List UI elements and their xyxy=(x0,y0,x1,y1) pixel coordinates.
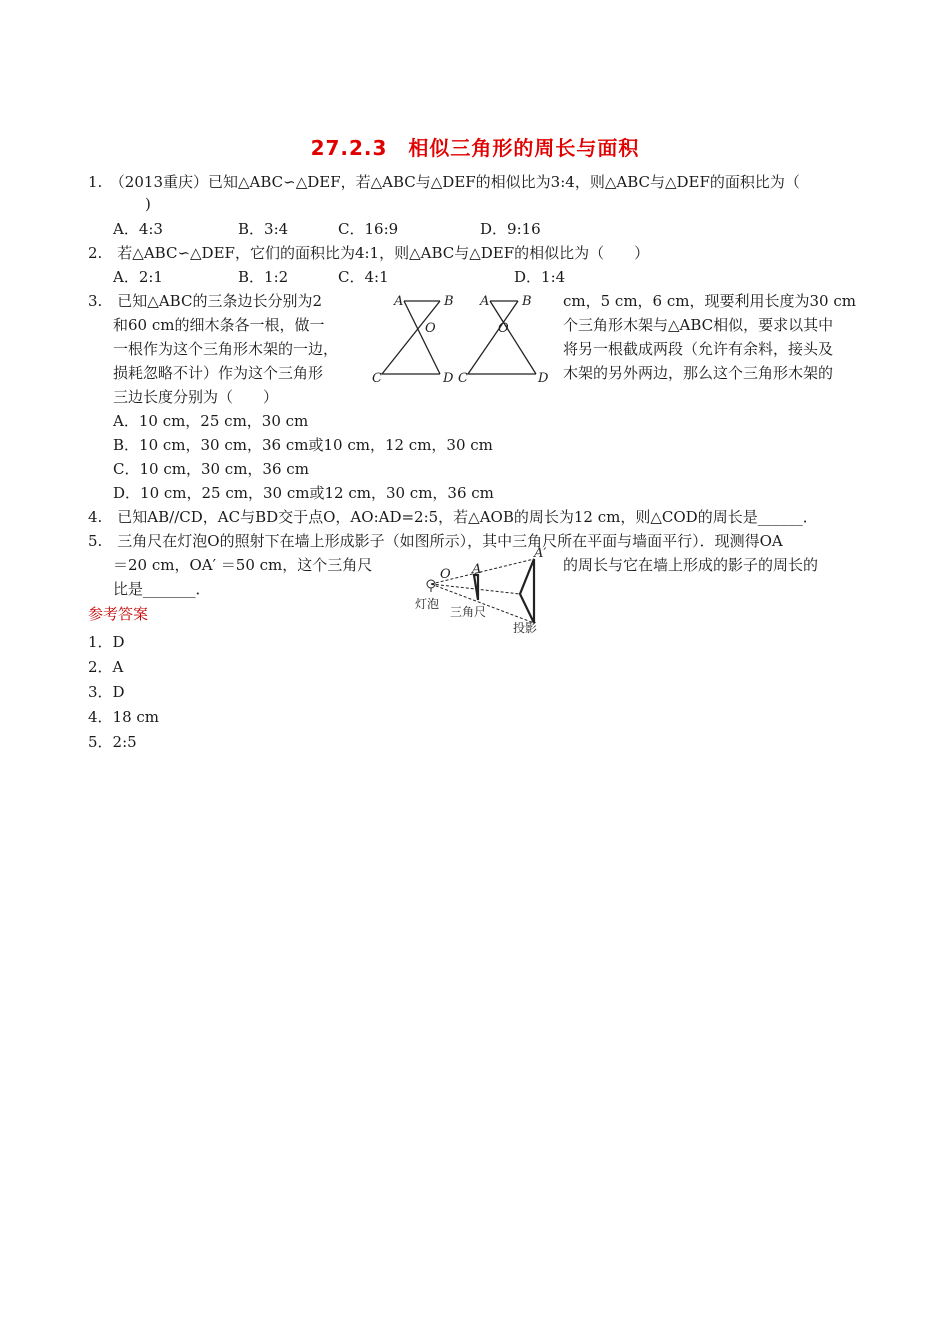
question-2-option-b: B．1:2 xyxy=(238,268,289,286)
question-3-left-line-1: 3. 已知△ABC的三条边长分别为2 xyxy=(88,292,323,310)
figure-2-label-o: O xyxy=(498,321,509,336)
figure-1-label-o: O xyxy=(425,321,436,336)
question-2-option-a: A．2:1 xyxy=(113,268,163,286)
figure-1-label-c: C xyxy=(372,371,382,384)
question-3-last-line: 三边长度分别为（ ） xyxy=(113,388,279,406)
shadow-label: 投影 xyxy=(513,621,538,635)
question-3-left-line-2: 和60 cm的细木条各一根，做一 xyxy=(113,316,325,334)
question-1-option-b: B．3:4 xyxy=(238,220,289,238)
question-1-option-a: A．4:3 xyxy=(113,220,163,238)
ruler-label: 三角尺 xyxy=(450,605,487,619)
answers-title: 参考答案 xyxy=(88,605,149,623)
question-3-right-line-4: 木架的另外两边，那么这个三角形木架的 xyxy=(563,364,834,382)
question-1-text: 1. （2013重庆）已知△ABC∽△DEF，若△ABC与△DEF的相似比为3:4，则△ABC与△DEF的面积比为（ xyxy=(88,173,800,191)
answer-3: 3．D xyxy=(88,683,125,701)
answer-4: 4．18 cm xyxy=(88,708,160,726)
question-5-text-line-2-right: 的周长与它在墙上形成的影子的周长的 xyxy=(563,556,819,574)
ruler-triangle-shape xyxy=(474,575,478,600)
question-4-text: 4. 已知AB//CD，AC与BD交于点O，AO:AD=2:5，若△AOB的周长为12 cm，则△COD的周长是______． xyxy=(88,508,818,526)
answer-2: 2．A xyxy=(88,658,124,676)
figure-2-label-a: A xyxy=(480,294,490,309)
question-3-right-line-1: cm，5 cm，6 cm，现要利用长度为30 cm xyxy=(563,292,856,310)
lamp-shadow-figure xyxy=(410,545,550,637)
shadow-label-a-prime: A′ xyxy=(534,546,547,561)
question-3-right-line-3: 将另一根截成两段（允许有余料，接头及 xyxy=(563,340,834,358)
figure-1-label-a: A xyxy=(394,294,404,309)
question-3-option-a: A．10 cm，25 cm，30 cm xyxy=(113,412,309,430)
lamp-label-o: O xyxy=(440,567,451,582)
question-3-right-line-2: 个三角形木架与△ABC相似，要求以其中 xyxy=(563,316,834,334)
figure-2-label-d: D xyxy=(538,371,548,384)
page-title: 27.2.3 相似三角形的周长与面积 xyxy=(310,136,640,160)
figure-1-label-d: D xyxy=(443,371,454,384)
lamp-label: 灯泡 xyxy=(415,597,440,611)
figure-2-label-b: B xyxy=(522,294,532,309)
figure-1-label-b: B xyxy=(444,294,454,309)
question-3-option-b: B．10 cm，30 cm，36 cm或10 cm，12 cm，30 cm xyxy=(113,436,493,454)
question-5-text-line-1: 5. 三角尺在灯泡O的照射下在墙上形成影子（如图所示），其中三角尺所在平面与墙面平行）．现测得OA xyxy=(88,532,783,550)
figure-2-label-c: C xyxy=(458,371,468,384)
hourglass-triangles-figure xyxy=(368,292,548,384)
question-3-left-line-3: 一根作为这个三角形木架的一边， xyxy=(113,340,339,358)
question-2-text: 2. 若△ABC∽△DEF，它们的面积比为4:1，则△ABC与△DEF的相似比为（ ） xyxy=(88,244,650,262)
question-3-left-line-4: 损耗忽略不计）作为这个三角形 xyxy=(113,364,324,382)
question-2-option-d: D．1:4 xyxy=(514,268,566,286)
question-5-text-line-3: 比是_______． xyxy=(113,580,211,598)
question-3-option-d: D．10 cm，25 cm，30 cm或12 cm，30 cm，36 cm xyxy=(113,484,494,502)
answer-1: 1．D xyxy=(88,633,125,651)
answer-5: 5．2:5 xyxy=(88,733,137,751)
shadow-triangle-shape xyxy=(520,559,534,623)
ruler-label-a: A xyxy=(472,562,482,577)
question-5-text-line-2-left: ＝20 cm，OA′ ＝50 cm，这个三角尺 xyxy=(113,556,373,574)
question-2-option-c: C．4:1 xyxy=(338,268,389,286)
question-1-option-c: C．16:9 xyxy=(338,220,399,238)
question-3-option-c: C．10 cm，30 cm，36 cm xyxy=(113,460,309,478)
question-1-text-end: ) xyxy=(145,195,151,213)
question-1-option-d: D．9:16 xyxy=(480,220,541,238)
